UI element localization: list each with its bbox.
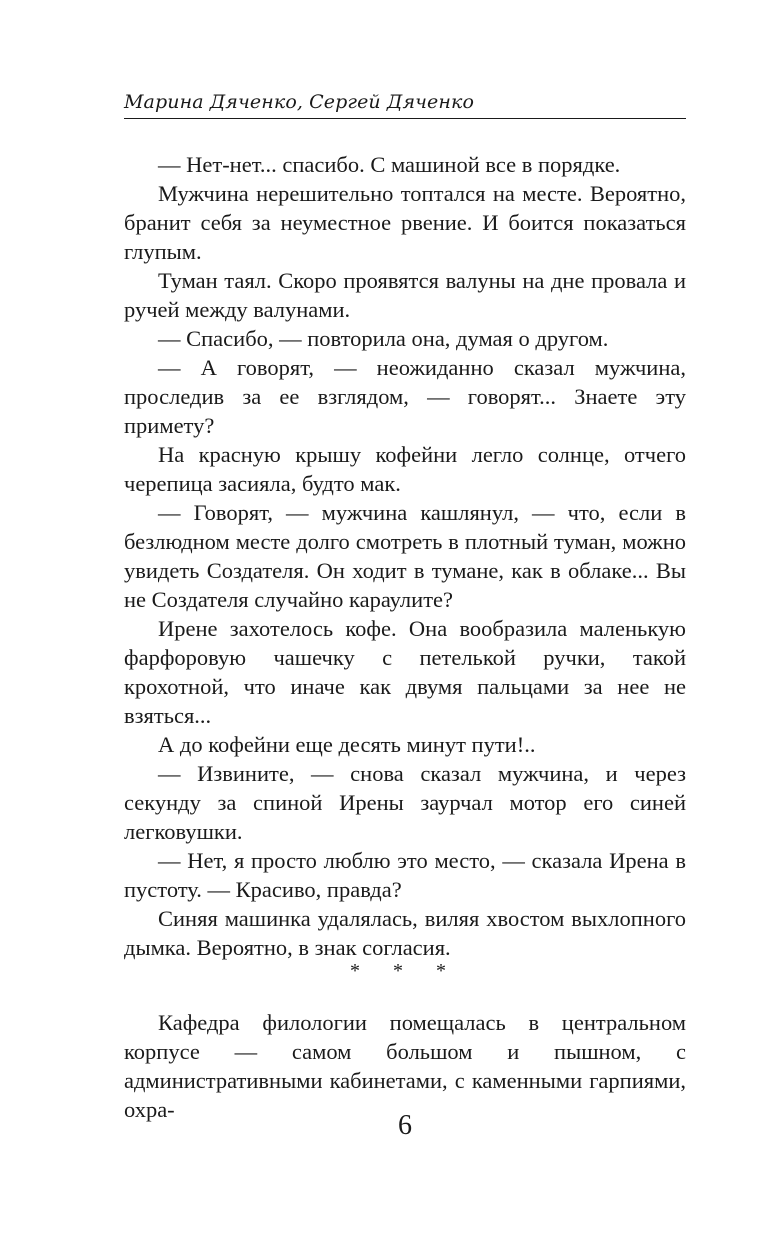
section-break: * * * — [350, 960, 460, 982]
page-number: 6 — [398, 1110, 412, 1141]
paragraph: Синяя машинка удалялась, виляя хвостом выхлопного дымка. Вероятно, в знак согласия. — [124, 906, 686, 960]
paragraph: Туман таял. Скоро проявятся валуны на дне провала и ручей между валунами. — [124, 268, 686, 322]
paragraph: Ирене захотелось кофе. Она вообразила маленькую фарфоровую чашечку с петелькой ручки, такой крохотной, что иначе как двумя пальцами за нее не взяться... — [124, 616, 686, 728]
paragraph: — Извините, — снова сказал мужчина, и через секунду за спиной Ирены заурчал мотор его синей легковушки. — [124, 761, 686, 844]
header-rule — [124, 118, 686, 119]
paragraph: — А говорят, — неожиданно сказал мужчина, проследив за ее взглядом, — говорят... Знаете эту примету? — [124, 355, 686, 438]
running-title: Марина Дяченко, Сергей Дяченко — [124, 91, 474, 113]
paragraph: На красную крышу кофейни легло солнце, отчего черепица засияла, будто мак. — [124, 442, 686, 496]
paragraph: — Спасибо, — повторила она, думая о другом. — [158, 326, 609, 351]
paragraph: А до кофейни еще десять минут пути!.. — [158, 732, 536, 757]
paragraph: — Говорят, — мужчина кашлянул, — что, если в безлюдном месте долго смотреть в плотный туман, можно увидеть Создателя. Он ходит в тумане, как в облаке... Вы не Создателя случайно караулите? — [124, 500, 686, 612]
next-section-text — [124, 1008, 686, 1124]
paragraph: Мужчина нерешительно топтался на месте. Вероятно, бранит себя за неуместное рвение. И боится показаться глупым. — [124, 181, 686, 264]
paragraph: — Нет, я просто люблю это место, — сказала Ирена в пустоту. — Красиво, правда? — [124, 848, 686, 902]
main-text — [124, 150, 686, 962]
paragraph: Кафедра филологии помещалась в центральном корпусе — самом большом и пышном, с административными кабинетами, с каменными гарпиями, охра- — [124, 1010, 686, 1122]
paragraph: — Нет-нет... спасибо. С машиной все в порядке. — [158, 152, 621, 177]
